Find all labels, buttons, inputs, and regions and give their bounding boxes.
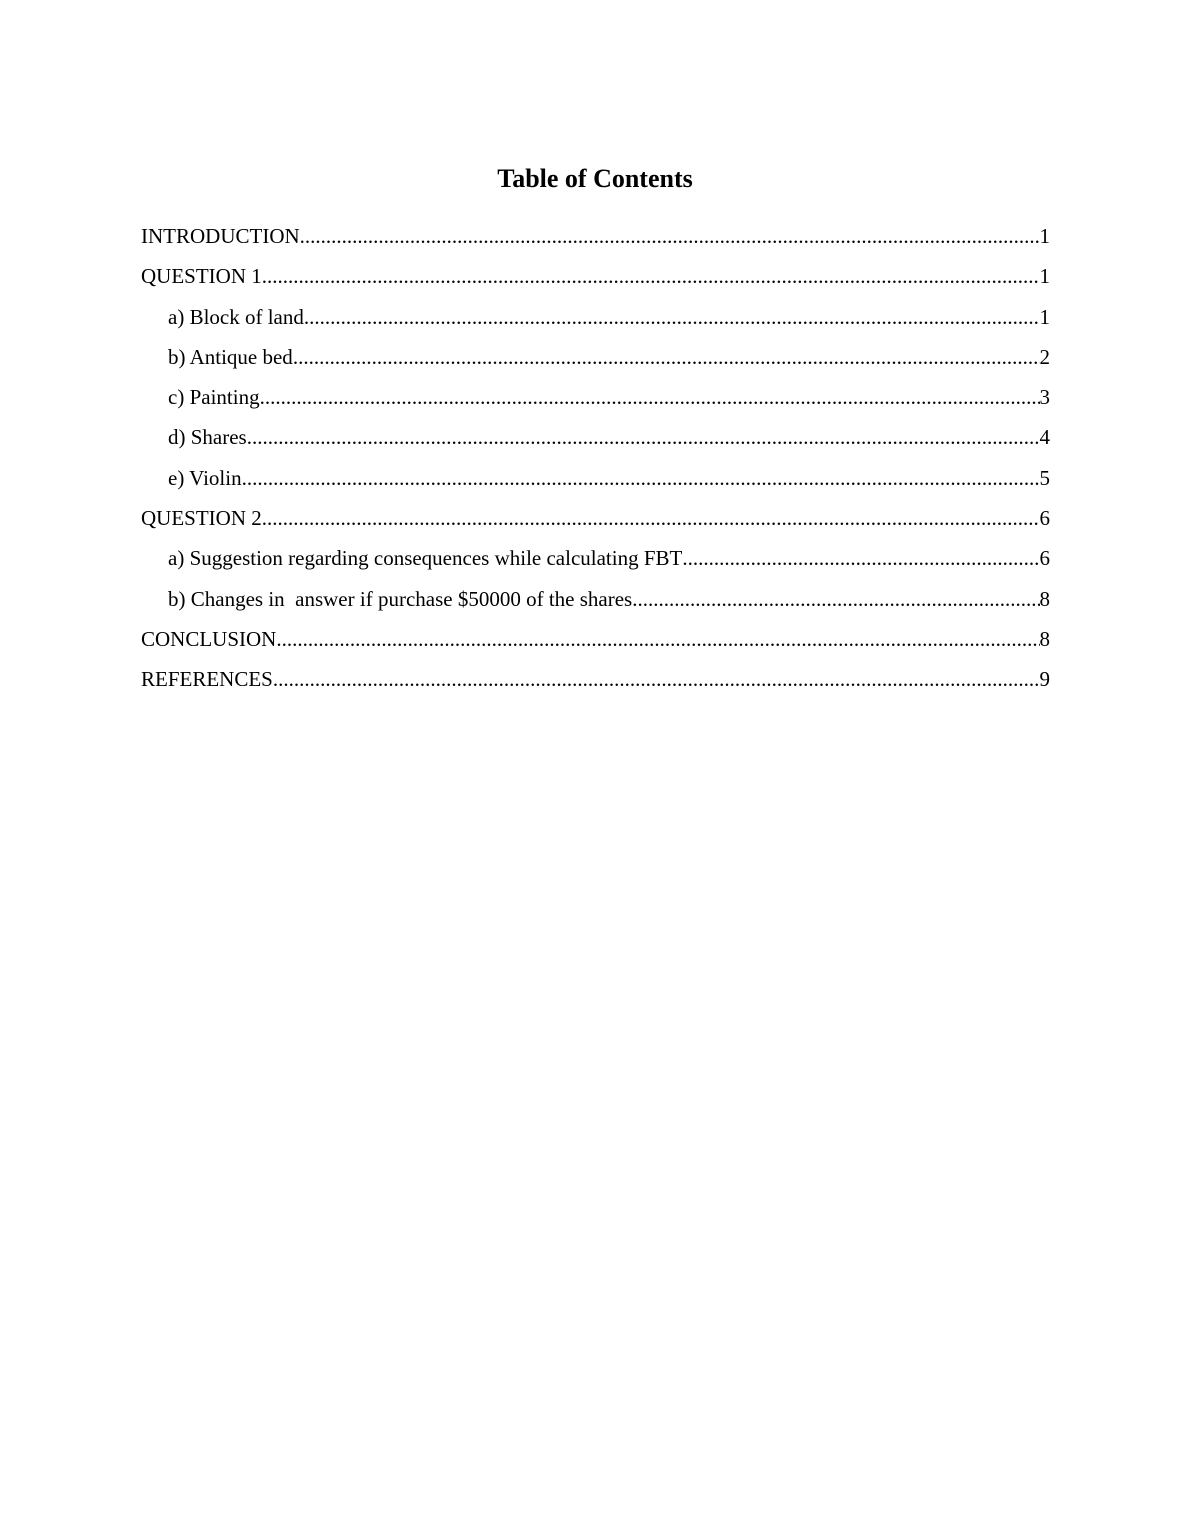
toc-entry-painting[interactable] [141,381,1050,421]
toc-dot-leader [682,542,1039,574]
toc-entry-antique-bed[interactable] [141,341,1050,381]
toc-entry-label: a) Block of land [168,304,304,329]
toc-entry-label: d) Shares [168,425,247,450]
toc-dot-leader [260,381,1040,413]
toc-entry-shares[interactable] [141,421,1050,461]
toc-entry-page-number: 8 [1039,626,1050,651]
toc-entry-question-2[interactable] [141,502,1050,542]
toc-entry-page-number: 8 [1039,586,1050,611]
toc-entry-page-number: 1 [1039,304,1050,329]
toc-entry-label: INTRODUCTION [141,224,300,248]
toc-entry-violin[interactable] [141,462,1050,502]
toc-entry-label: QUESTION 2 [141,506,262,531]
toc-entry-page-number: 4 [1039,425,1050,450]
toc-list [141,220,1050,704]
toc-entry-question-1[interactable] [141,260,1050,300]
toc-dot-leader [262,502,1040,534]
toc-entry-label: b) Changes in answer if purchase $50000 of the shares [168,586,633,611]
toc-entry-share-purchase-changes[interactable] [141,583,1050,623]
toc-dot-leader [304,301,1040,333]
toc-dot-leader [242,462,1040,494]
toc-entry-page-number: 3 [1039,385,1050,410]
toc-entry-page-number: 1 [1039,264,1050,289]
toc-dot-leader [247,421,1040,453]
toc-entry-page-number: 5 [1039,465,1050,490]
toc-entry-introduction[interactable] [141,220,1050,260]
toc-entry-label: QUESTION 1 [141,264,262,289]
toc-dot-leader [632,583,1039,615]
toc-entry-label: b) Antique bed [168,344,293,369]
toc-entry-label: a) Suggestion regarding consequences while calculating FBT [168,546,683,571]
toc-entry-label: REFERENCES [141,667,273,692]
toc-entry-references[interactable] [141,663,1050,703]
toc-entry-block-of-land[interactable] [141,301,1050,341]
toc-entry-label: CONCLUSION [141,626,277,651]
toc-dot-leader [300,220,1040,252]
toc-entry-label: c) Painting [168,385,260,410]
toc-title: Table of Contents [497,164,693,193]
toc-dot-leader [273,663,1040,695]
toc-entry-page-number: 6 [1039,506,1050,531]
toc-entry-page-number: 1 [1039,224,1050,248]
toc-entry-label: e) Violin [168,465,242,490]
toc-entry-page-number: 6 [1039,546,1050,571]
toc-entry-page-number: 9 [1039,667,1050,692]
toc-dot-leader [276,623,1039,655]
toc-entry-conclusion[interactable] [141,623,1050,663]
toc-dot-leader [293,341,1040,373]
toc-entry-page-number: 2 [1039,344,1050,369]
toc-entry-fbt-suggestion[interactable] [141,542,1050,582]
toc-dot-leader [262,260,1040,292]
